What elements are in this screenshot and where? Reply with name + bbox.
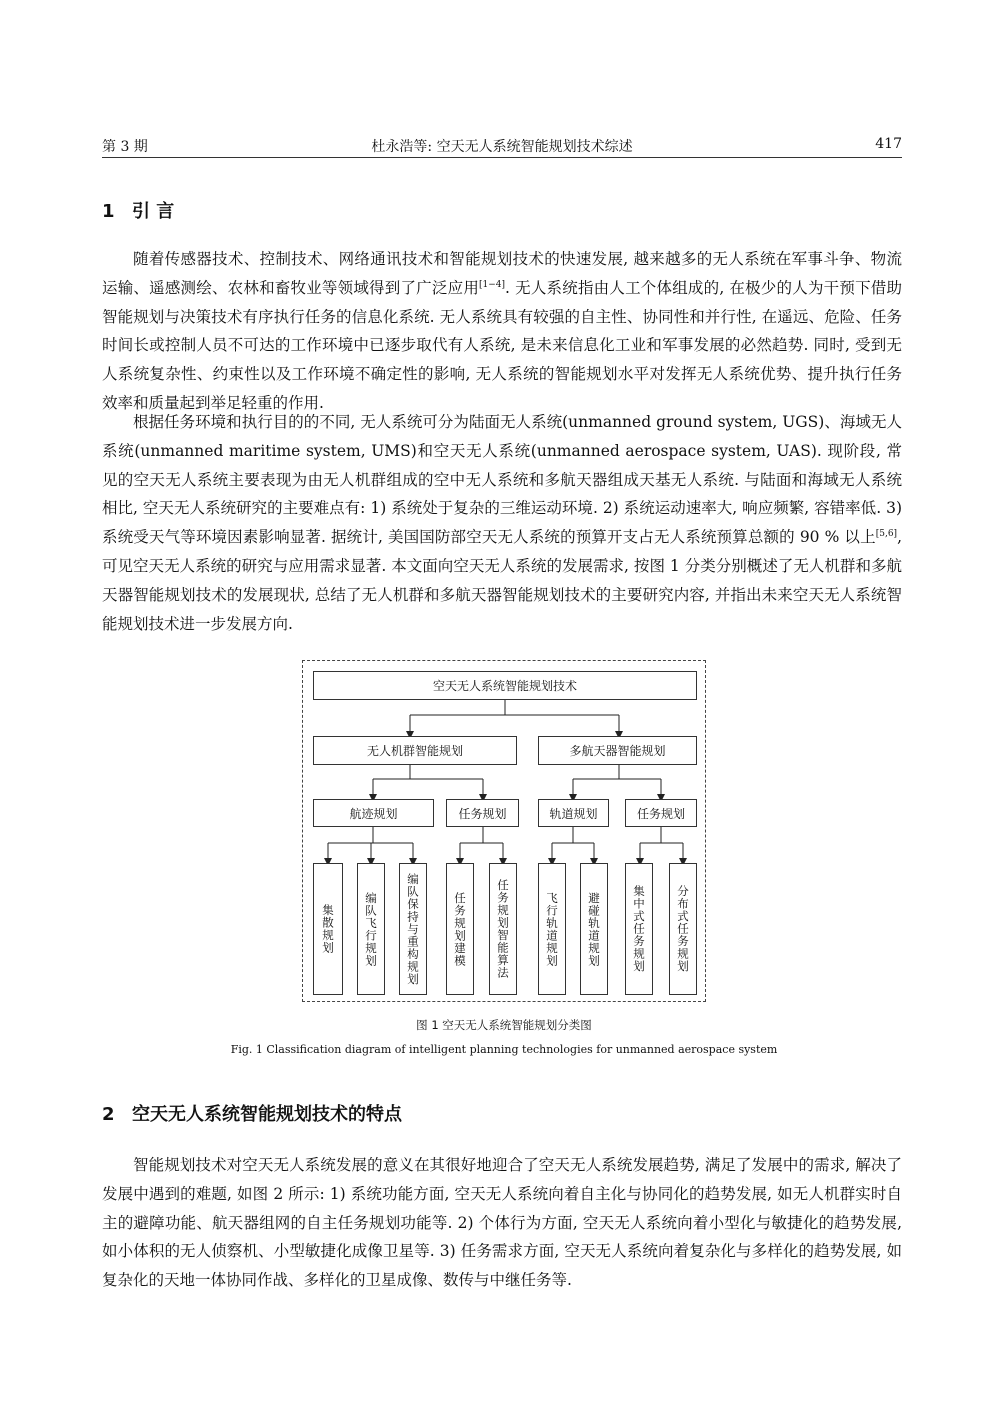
- figure-1-caption-en: Fig. 1 Classification diagram of intelligent planning technologies for unmanned aerospace system: [230, 1043, 778, 1056]
- paragraph-text: 根据任务环境和执行目的的不同, 无人系统可分为陆面无人系统(unmanned ground system, UGS)、海域无人系统(unmanned maritime system, UMS)和空天无人系统(unmanned aerospace system, UAS). 现阶段, 常见的空天无人系统主要表现为由无人机群组成的空中无人系统和多航天器组成天基无人系统. 与陆面和海域无人系统相比, 空天无人系统研究的主要难点有: 1) 系统处于复杂的三维运动环境. 2) 系统运动速率大, 响应频繁, 容错率低. 3)系统受天气等环境因素影响显著. 据统计, 美国国防部空天无人系统的预算开支占无人系统预算总额的 90 % 以上: [102, 413, 902, 547]
- uav-swarm-planning-node: 无人机群智能规划: [313, 736, 517, 765]
- paragraph-text: . 无人系统指由人工个体组成的, 在极少的人为干预下借助智能规划与决策技术有序执行任务的信息化系统. 无人系统具有较强的自主性、协同性和并行性, 在遥远、危险、任务时间长或控制人员不可达的工作环境中已逐步取代有人系统, 是未来信息化工业和军事发展的必然趋势. 同时, 受到无人系统复杂性、约束性以及工作环境不确定性的影响, 无人系统的智能规划水平对发挥无人系统优势、提升执行任务效率和质量起到举足轻重的作用.: [102, 278, 902, 412]
- section-1-heading: [102, 197, 174, 223]
- leaf-node: 编队保持与重构规划: [399, 863, 427, 995]
- root-node: 空天无人系统智能规划技术: [313, 671, 697, 700]
- running-title: 杜永浩等: 空天无人系统智能规划技术综述: [371, 139, 633, 155]
- section-1-title: 引 言: [132, 201, 175, 222]
- leaf-node: 任务规划建模: [446, 863, 474, 995]
- section-1-number: 1: [102, 201, 115, 222]
- section-1-paragraph-2: [102, 408, 902, 638]
- section-2-number: 2: [102, 1104, 115, 1125]
- multi-spacecraft-planning-node: 多航天器智能规划: [538, 736, 697, 765]
- leaf-node: 飞行轨道规划: [538, 863, 566, 995]
- citation: [5,6]: [875, 529, 898, 540]
- issue-number: 第 3 期: [102, 139, 148, 155]
- figure-1-caption-cn: 图 1 空天无人系统智能规划分类图: [416, 1018, 592, 1032]
- citation: [1−4]: [479, 279, 506, 290]
- header-rule: [102, 157, 902, 158]
- uav-task-planning-node: 任务规划: [446, 799, 519, 827]
- section-2-heading: [102, 1100, 402, 1126]
- leaf-node: 集中式任务规划: [625, 863, 653, 995]
- section-2-title: 空天无人系统智能规划技术的特点: [132, 1104, 402, 1125]
- paragraph-text: 随着传感器技术、控制技术、网络通讯技术和智能规划技术的快速发展, 越来越多的无人系统在军事斗争、物流运输、遥感测绘、农林和畜牧业等领域得到了广泛应用: [102, 250, 902, 297]
- section-2-paragraph-1: 智能规划技术对空天无人系统发展的意义在其很好地迎合了空天无人系统发展趋势, 满足了发展中的需求, 解决了发展中遇到的难题, 如图 2 所示: 1) 系统功能方面, 空天无人系统向着自主化与协同化的趋势发展, 如无人机群实时自主的避障功能、航天器组网的自主任务规划功能等. 2) 个体行为方面, 空天无人系统向着小型化与敏捷化的趋势发展, 如小体积的无人侦察机、小型敏捷化成像卫星等. 3) 任务需求方面, 空天无人系统向着复杂化与多样化的趋势发展, 如复杂化的天地一体协同作战、多样化的卫星成像、数传与中继任务等.: [102, 1156, 902, 1290]
- figure-1-diagram: [302, 660, 706, 1002]
- orbit-planning-node: 轨道规划: [538, 799, 609, 827]
- spacecraft-task-planning-node: 任务规划: [625, 799, 697, 827]
- running-header: [102, 134, 902, 158]
- leaf-node: 编队飞行规划: [357, 863, 385, 995]
- paragraph-text: , 可见空天无人系统的研究与应用需求显著. 本文面向空天无人系统的发展需求, 按图 1 分类分别概述了无人机群和多航天器智能规划技术的发展现状, 总结了无人机群和多航天器智能规划技术的主要研究内容, 并指出未来空天无人系统智能规划技术进一步发展方向.: [102, 528, 902, 633]
- leaf-node: 避碰轨道规划: [580, 863, 608, 995]
- section-1-paragraph-1: [102, 245, 902, 418]
- page-number: 417: [875, 136, 902, 152]
- leaf-node: 任务规划智能算法: [489, 863, 517, 995]
- leaf-node: 分布式任务规划: [669, 863, 697, 995]
- uav-trajectory-planning-node: 航迹规划: [313, 799, 434, 827]
- leaf-node: 集散规划: [313, 863, 343, 995]
